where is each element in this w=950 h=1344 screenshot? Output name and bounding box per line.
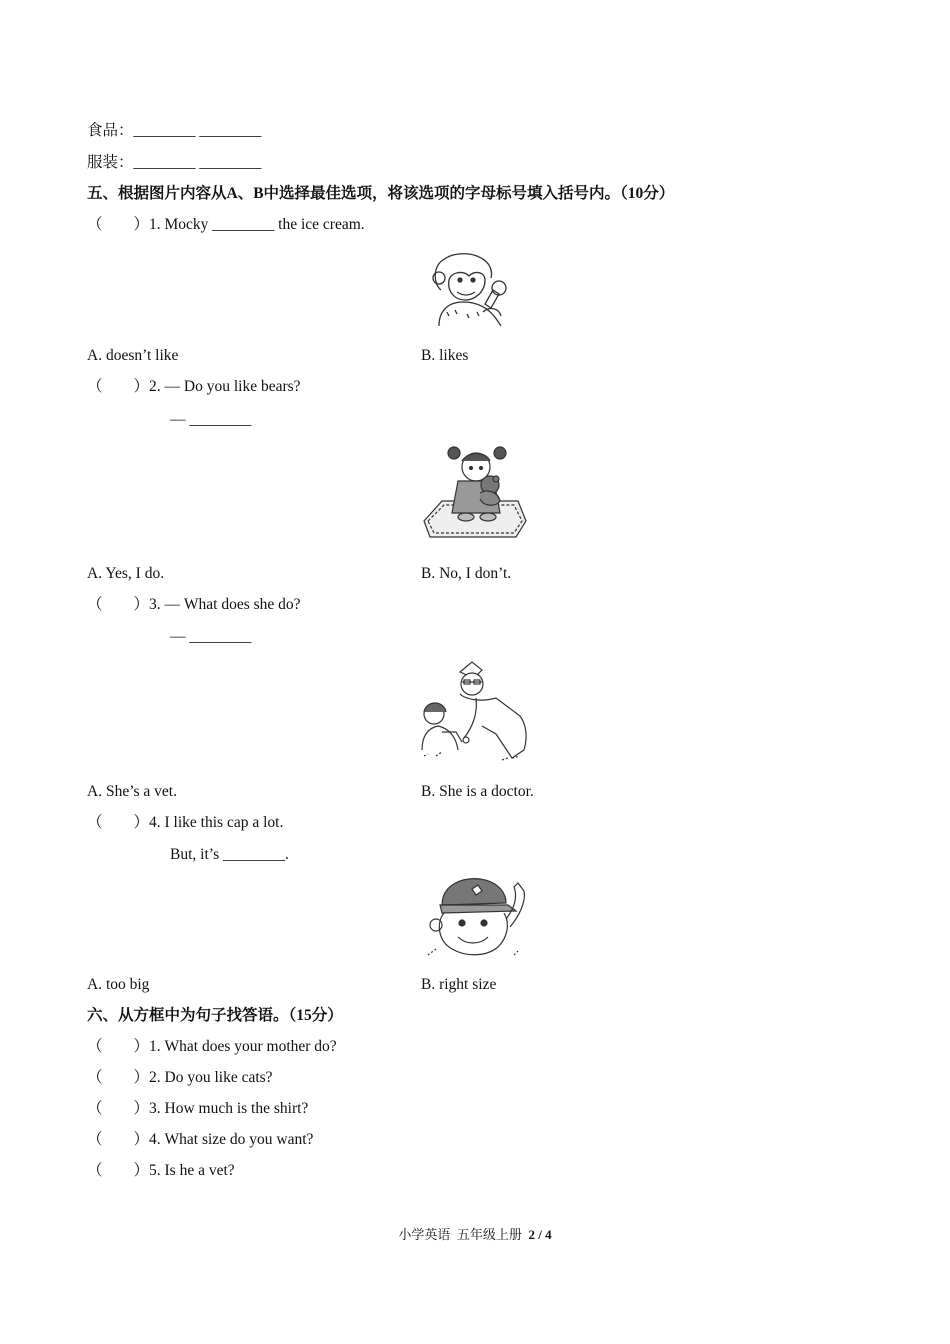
question-text: 2. Do you like cats? <box>149 1069 273 1086</box>
food-line <box>87 121 261 141</box>
s6-question-1 <box>87 1037 337 1057</box>
s5-question-4 <box>87 813 283 833</box>
question-text: 4. What size do you want? <box>149 1131 314 1148</box>
answer-bracket: （ ） <box>87 814 150 831</box>
doctor-examining-child-image <box>416 658 534 764</box>
girl-hugging-teddy-bear-image <box>420 443 530 543</box>
question-text: 3. — What does she do? <box>149 596 301 613</box>
question-text: 5. Is he a vet? <box>149 1162 235 1179</box>
monkey-eating-ice-cream-image <box>427 250 521 328</box>
food-label: 食品： <box>87 122 134 139</box>
s6-question-5 <box>87 1161 235 1181</box>
q4-option-b: B. right size <box>421 976 497 993</box>
q2-option-b: B. No, I don’t. <box>421 565 512 582</box>
clothing-blank: ________ ________ <box>133 154 262 171</box>
question-text: 2. — Do you like bears? <box>149 378 301 395</box>
section5-heading: 五、根据图片内容从A、B中选择最佳选项，将该选项的字母标号填入括号内。（10分） <box>87 185 675 202</box>
answer-bracket: （ ） <box>87 1131 150 1148</box>
q4-answer-line: But, it’s ________. <box>170 846 289 863</box>
footer-subject: 小学英语 五年级上册 <box>398 1227 529 1242</box>
s6-question-3 <box>87 1099 308 1119</box>
q3-option-b: B. She is a doctor. <box>421 783 534 800</box>
footer-separator: / <box>534 1227 546 1242</box>
s5-question-2 <box>87 377 301 397</box>
footer-page-number: 2 <box>528 1227 535 1242</box>
q1-option-b: B. likes <box>421 347 469 364</box>
page-footer <box>0 1224 950 1243</box>
question-text: 3. How much is the shirt? <box>149 1100 309 1117</box>
clothing-line <box>87 153 261 173</box>
section6-heading: 六、从方框中为句子找答语。（15分） <box>87 1007 343 1024</box>
answer-bracket: （ ） <box>87 1038 150 1055</box>
food-blank: ________ ________ <box>133 122 262 139</box>
s6-question-4 <box>87 1130 313 1150</box>
question-text: 1. What does your mother do? <box>149 1038 337 1055</box>
s6-question-2 <box>87 1068 273 1088</box>
q3-answer-line: — ________ <box>170 628 252 645</box>
answer-bracket: （ ） <box>87 1162 150 1179</box>
answer-bracket: （ ） <box>87 1100 150 1117</box>
q4-option-a: A. too big <box>87 976 150 993</box>
q2-answer-line: — ________ <box>170 411 252 428</box>
answer-bracket: （ ） <box>87 596 150 613</box>
question-text: 1. Mocky ________ the ice cream. <box>149 216 365 233</box>
clothing-label: 服装： <box>87 154 134 171</box>
q3-option-a: A. She’s a vet. <box>87 783 177 800</box>
s5-question-3 <box>87 595 301 615</box>
answer-bracket: （ ） <box>87 216 150 233</box>
monkey-wearing-cap-image <box>422 875 526 959</box>
footer-page-total: 4 <box>545 1227 552 1242</box>
answer-bracket: （ ） <box>87 1069 150 1086</box>
s5-question-1 <box>87 215 365 235</box>
question-text: 4. I like this cap a lot. <box>149 814 284 831</box>
q2-option-a: A. Yes, I do. <box>87 565 165 582</box>
q1-option-a: A. doesn’t like <box>87 347 179 364</box>
answer-bracket: （ ） <box>87 378 150 395</box>
